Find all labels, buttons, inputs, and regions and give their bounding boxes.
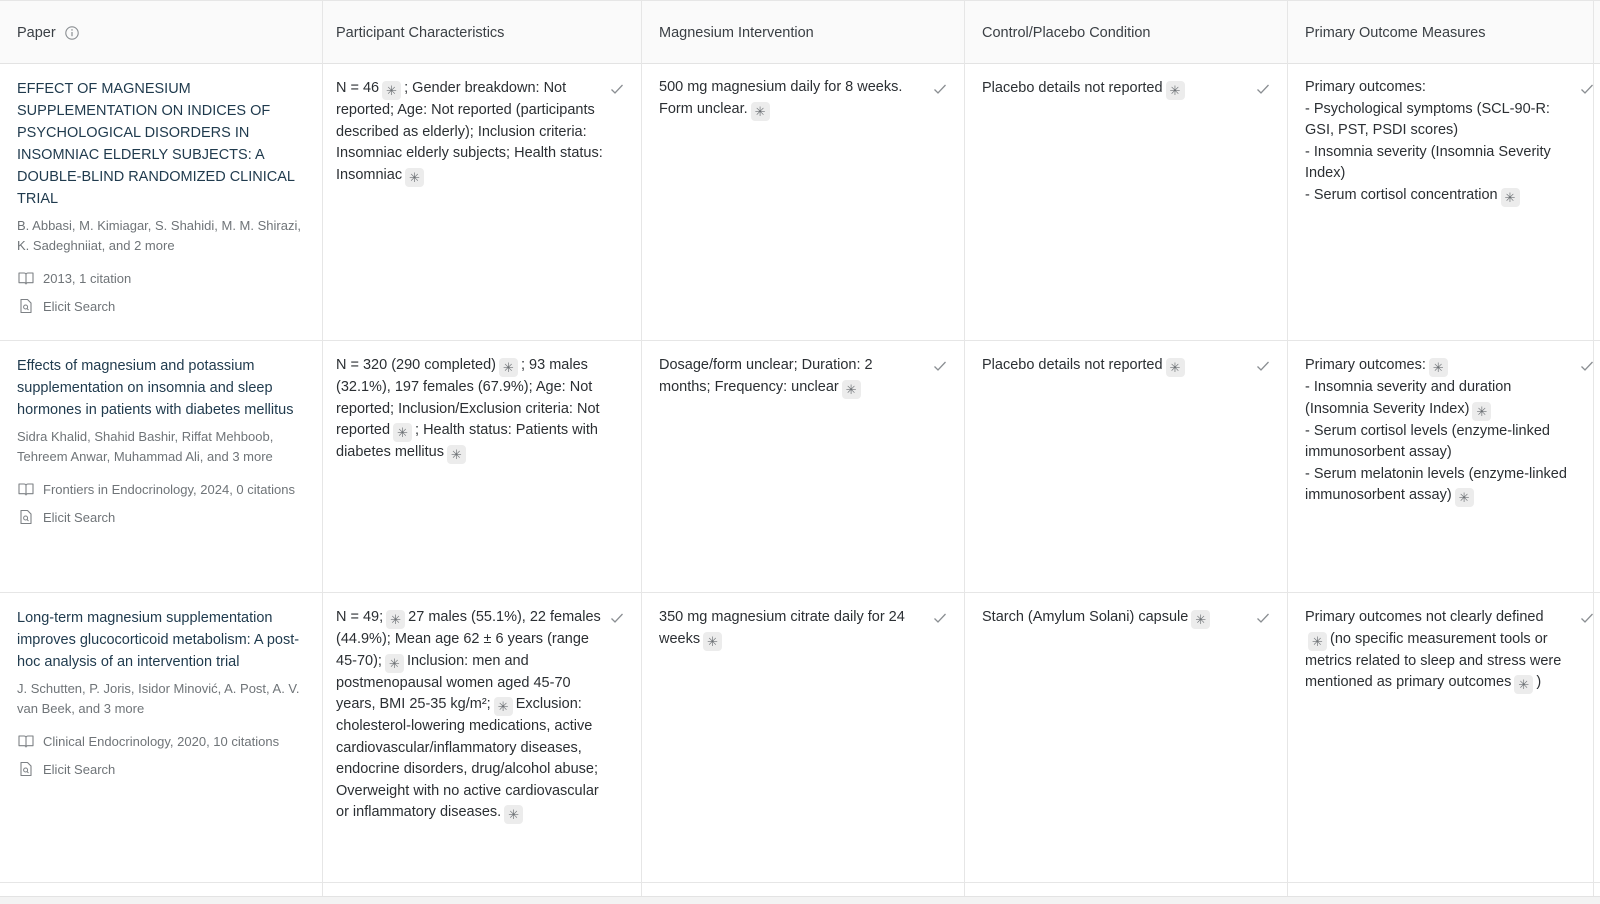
participants-cell [336,355,611,464]
citation-chip[interactable]: ✳ [751,102,770,121]
citation-chip[interactable]: ✳ [1166,358,1185,377]
cell-text: N = 320 (290 completed) [336,357,496,373]
citation-chip[interactable]: ✳ [1455,488,1474,507]
column-header-label: Primary Outcome Measures [1305,25,1486,41]
paper-title-link[interactable]: Effects of magnesium and potassium supplementation on insomnia and sleep hormones in patients with diabetes mellitus [17,358,294,418]
cell-text: Starch (Amylum Solani) capsule [982,609,1189,625]
paper-title-link[interactable]: EFFECT OF MAGNESIUM SUPPLEMENTATION ON INDICES OF PSYCHOLOGICAL DISORDERS IN INSOMNIAC ELDERLY SUBJECTS: A DOUBLE-BLIND RANDOMIZED CLINICAL TRIAL [17,81,295,207]
book-icon [17,269,35,287]
cell-text: Inclusion: men and postmenopausal women aged 45-70 years, BMI 25-35 kg/m²; [336,652,571,712]
column-header-label: Participant Characteristics [336,25,505,41]
cell-text: ; Health status: Patients with diabetes mellitus [336,422,598,460]
citation-chip[interactable]: ✳ [499,358,518,377]
cell-text: 27 males (55.1%), 22 females (44.9%); Mean age 62 ± 6 years (range 45-70); [336,609,601,669]
citation-chip[interactable]: ✳ [703,632,722,651]
cell-text: - Serum cortisol levels (enzyme-linked immunosorbent assay) [1305,422,1550,460]
row-divider [0,592,1600,593]
paper-source [17,732,307,752]
elicit-search-label: Elicit Search [43,761,116,777]
check-icon[interactable] [1254,357,1272,375]
cell-text: ; 93 males (32.1%), 197 females (67.9%); Age: Not reported; Inclusion/Exclusion criteria: Not reported [336,357,600,438]
cell-text: Dosage/form unclear; Duration: 2 months; Frequency: unclear [659,357,873,395]
check-icon[interactable] [931,357,949,375]
info-icon[interactable] [64,25,80,41]
cell-text: 500 mg magnesium daily for 8 weeks. Form unclear. [659,79,903,117]
cell-text: - Serum cortisol concentration [1305,186,1498,203]
cell-text: - Insomnia severity and duration (Insomnia Severity Index) [1305,379,1512,417]
check-icon[interactable] [931,80,949,98]
control-cell [982,355,1252,377]
check-icon[interactable] [1578,609,1596,627]
outcomes-cell [1305,607,1573,694]
check-icon[interactable] [1578,80,1596,98]
citation-chip[interactable]: ✳ [405,168,424,187]
cell-text: Placebo details not reported [982,357,1163,373]
paper-cell [17,355,307,527]
intervention-cell [659,77,929,121]
column-header-control[interactable] [965,1,1287,65]
citation-chip[interactable]: ✳ [1191,610,1210,629]
column-header-label: Magnesium Intervention [659,25,814,41]
check-icon[interactable] [931,609,949,627]
paper-source [17,269,307,289]
citation-chip[interactable]: ✳ [385,654,404,673]
cell-text: Primary outcomes: [1305,357,1426,373]
elicit-search-link[interactable] [17,508,307,528]
check-icon[interactable] [1254,80,1272,98]
book-icon [17,732,35,750]
check-icon[interactable] [1254,609,1272,627]
paper-source-text: 2013, 1 citation [43,271,132,286]
row-divider [0,882,1600,883]
participants-cell [336,607,606,824]
paper-authors: J. Schutten, P. Joris, Isidor Minović, A. Post, A. V. van Beek, and 3 more [17,681,300,716]
cell-text: - Insomnia severity (Insomnia Severity Index) [1305,143,1551,181]
cell-text: N = 49; [336,609,384,625]
paper-source-text: Clinical Endocrinology, 2020, 10 citations [43,734,280,749]
control-cell [982,78,1252,100]
column-divider [964,0,965,896]
citation-chip[interactable]: ✳ [494,697,513,716]
cell-text: Primary outcomes not clearly defined [1305,609,1544,625]
column-header-outcomes[interactable] [1288,1,1600,65]
cell-text: (no specific measurement tools or metrics related to sleep and stress were mentioned as primary outcomes [1305,630,1562,690]
elicit-search-label: Elicit Search [43,298,116,314]
elicit-search-link[interactable] [17,760,307,780]
outcomes-cell [1305,77,1573,207]
document-search-icon [17,760,35,778]
elicit-search-label: Elicit Search [43,509,116,525]
paper-title-link[interactable]: Long-term magnesium supplementation improves glucocorticoid metabolism: A post-hoc analysis of an intervention trial [17,610,300,670]
check-icon[interactable] [608,609,626,627]
document-search-icon [17,297,35,315]
cell-text: Primary outcomes: [1305,79,1426,95]
column-header-intervention[interactable] [642,1,964,65]
check-icon[interactable] [1578,357,1596,375]
control-cell [982,607,1252,629]
cell-text: Exclusion: cholesterol-lowering medications, active cardiovascular/inflammatory diseases, endocrine disorders, drug/alcohol abuse; Overweight with no active cardiovascular or inflammatory diseases. [336,696,599,820]
citation-chip[interactable]: ✳ [1308,632,1327,651]
row-divider [0,340,1600,341]
paper-source [17,480,307,500]
paper-authors: Sidra Khalid, Shahid Bashir, Riffat Mehboob, Tehreem Anwar, Muhammad Ali, and 3 more [17,429,274,464]
column-divider [1287,0,1288,896]
cell-text: - Serum melatonin levels (enzyme-linked immunosorbent assay) [1305,465,1567,503]
table-header [0,0,1600,64]
citation-chip[interactable]: ✳ [1514,675,1533,694]
document-search-icon [17,508,35,526]
paper-source-text: Frontiers in Endocrinology, 2024, 0 citations [43,482,295,497]
column-header-participants[interactable] [319,1,641,65]
citation-chip[interactable]: ✳ [386,610,405,629]
book-icon [17,480,35,498]
citation-chip[interactable]: ✳ [393,423,412,442]
elicit-search-link[interactable] [17,297,307,317]
citation-chip[interactable]: ✳ [1429,358,1448,377]
horizontal-scrollbar[interactable] [0,896,1600,904]
paper-cell [17,78,307,316]
column-header-paper[interactable] [0,1,322,65]
paper-authors: B. Abbasi, M. Kimiagar, S. Shahidi, M. M. Shirazi, K. Sadeghniiat, and 2 more [17,218,301,253]
cell-text: N = 46 [336,80,380,96]
cell-text: 350 mg magnesium citrate daily for 24 weeks [659,609,905,647]
outcomes-cell [1305,355,1573,507]
column-header-label: Control/Placebo Condition [982,25,1151,41]
column-divider [1593,0,1594,896]
intervention-cell [659,355,921,399]
citation-chip[interactable]: ✳ [504,805,523,824]
cell-text: ; Gender breakdown: Not reported; Age: Not reported (participants described as elderly); Inclusion criteria: Insomniac elderly subjects; Health status: Insomniac [336,80,603,183]
column-header-label: Paper [17,25,56,41]
cell-text: Placebo details not reported [982,80,1163,96]
citation-chip[interactable]: ✳ [447,445,466,464]
column-divider [641,0,642,896]
citation-chip[interactable]: ✳ [842,380,861,399]
citation-chip[interactable]: ✳ [1166,81,1185,100]
paper-cell [17,607,307,779]
citation-chip[interactable]: ✳ [382,81,401,100]
cell-text: ) [1536,674,1542,690]
check-icon[interactable] [608,80,626,98]
citation-chip[interactable]: ✳ [1472,402,1491,421]
intervention-cell [659,607,921,651]
participants-cell [336,78,606,187]
cell-text: - Psychological symptoms (SCL-90-R: GSI, PST, PSDI scores) [1305,100,1550,138]
citation-chip[interactable]: ✳ [1501,188,1520,207]
column-divider [322,0,323,896]
